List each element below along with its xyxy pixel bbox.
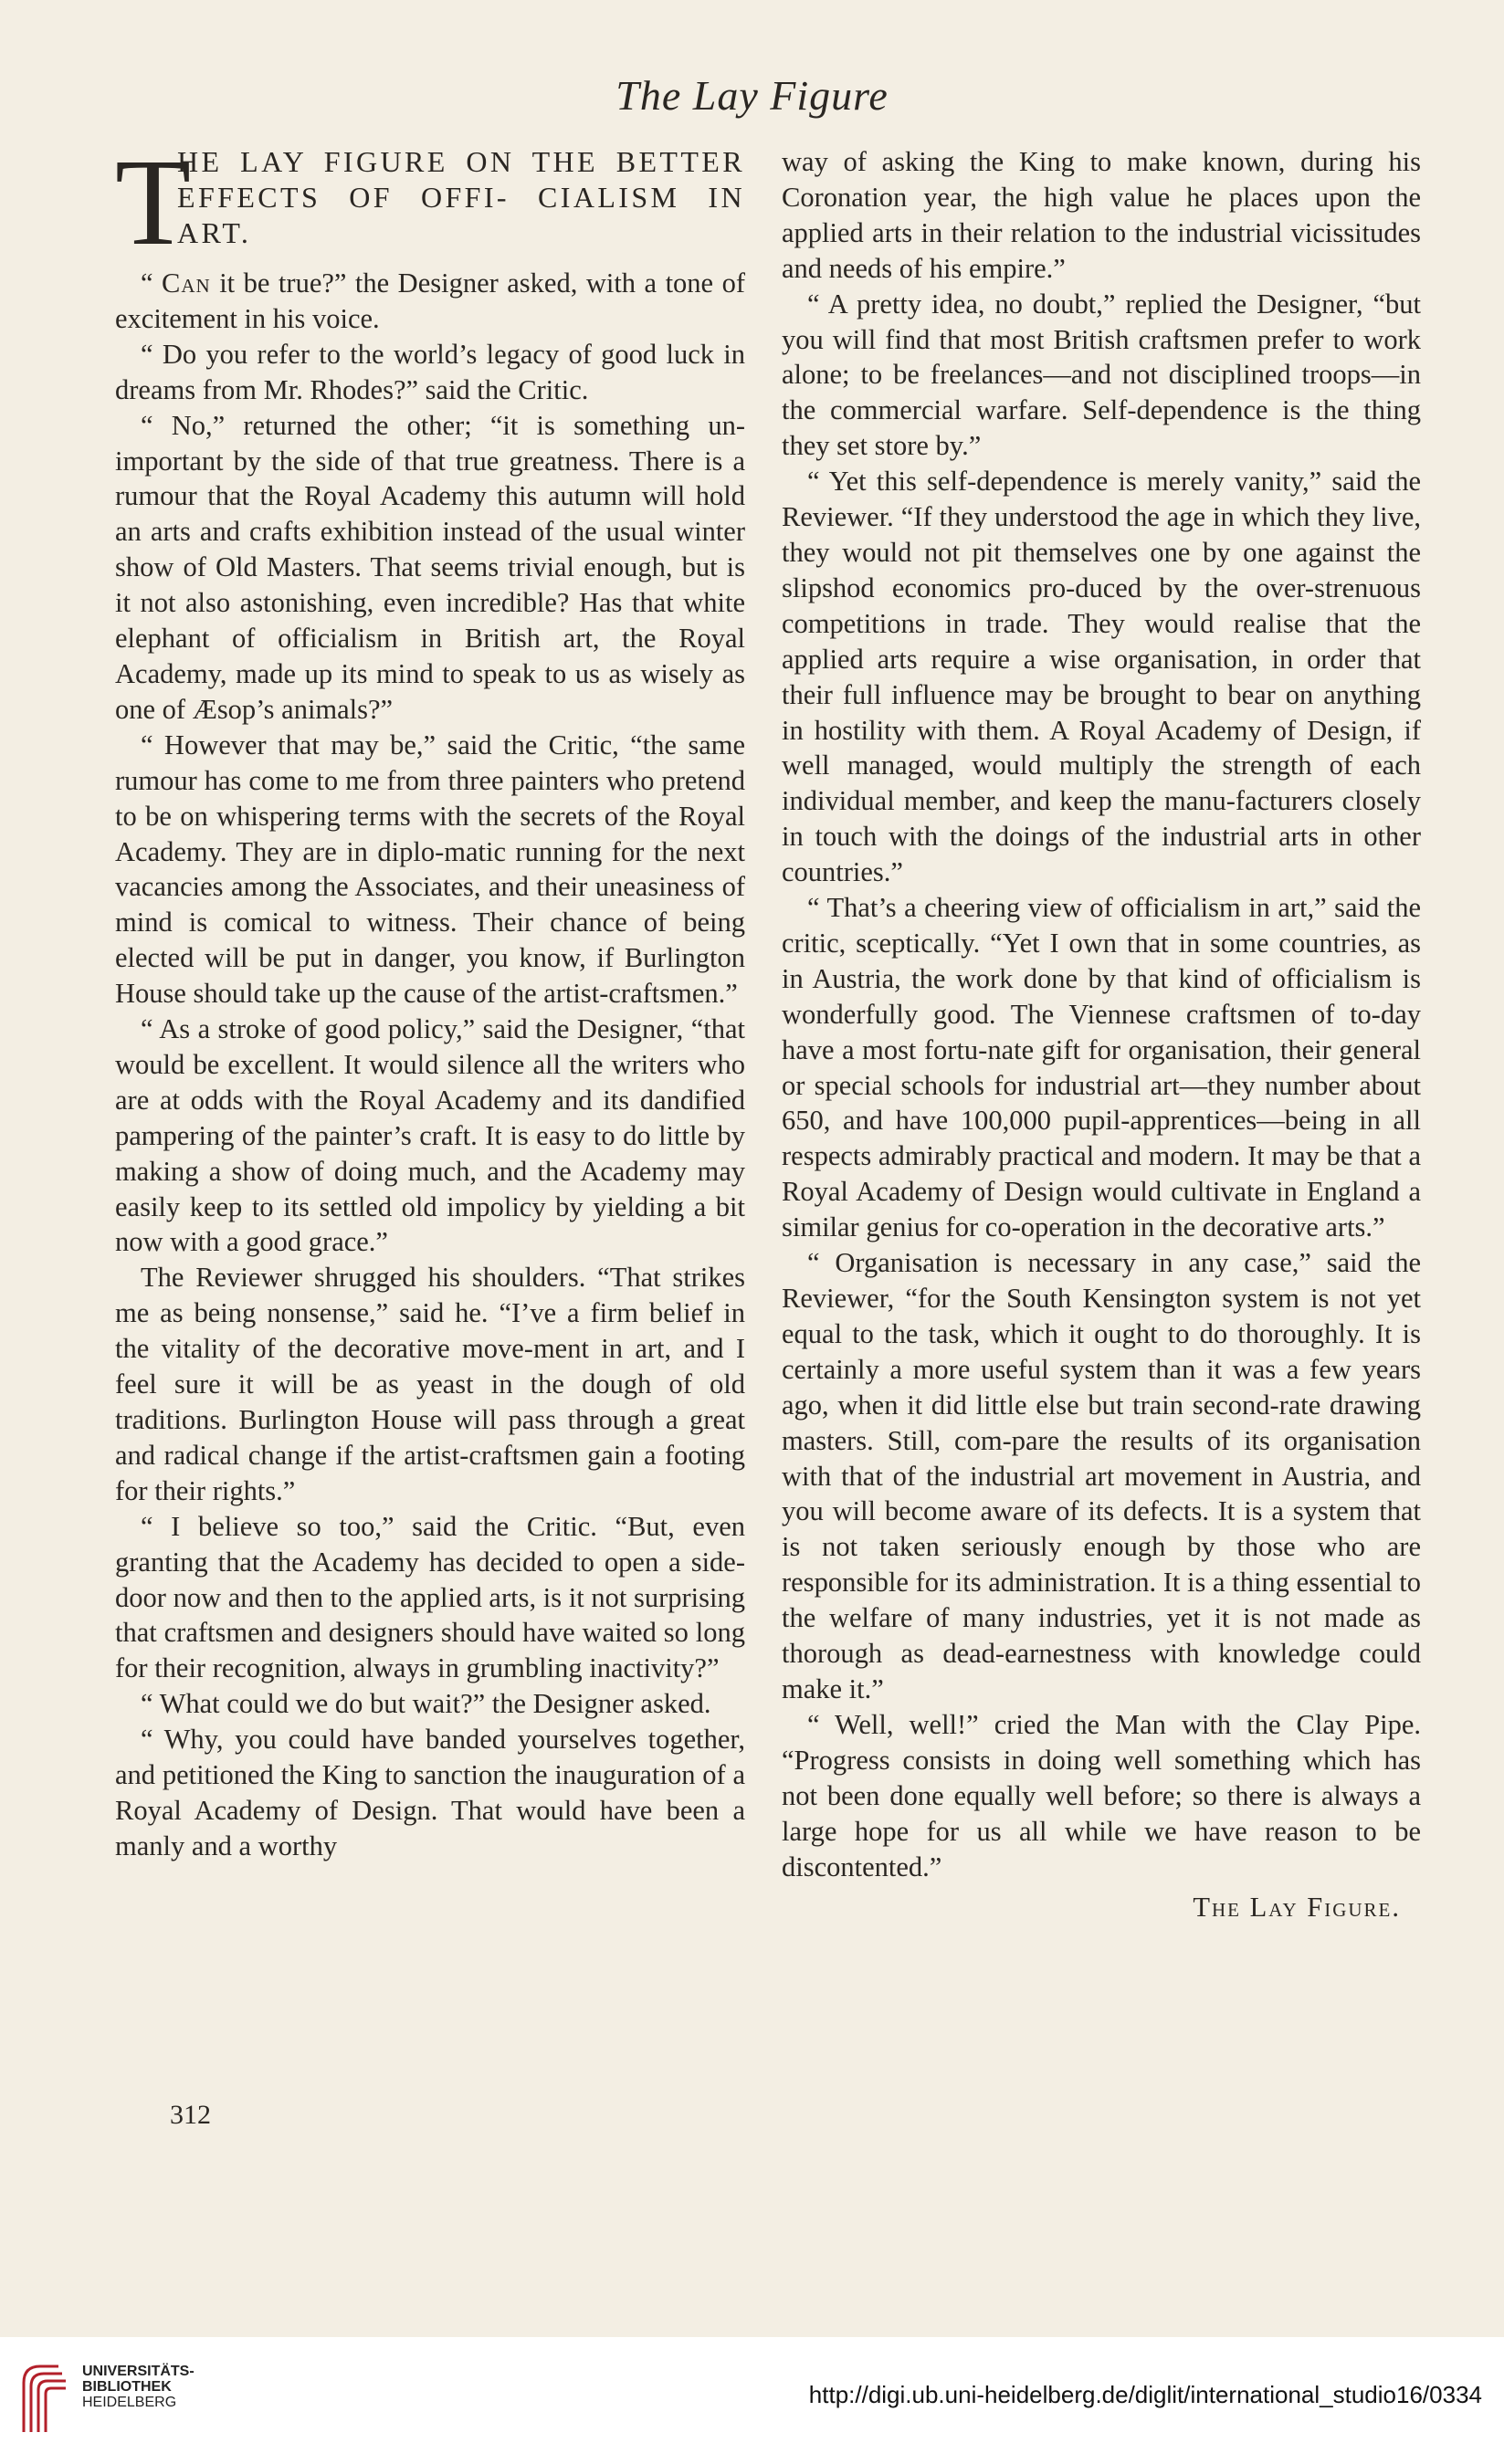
left-column xyxy=(115,134,745,1864)
library-line: HEIDELBERG xyxy=(82,2395,177,2410)
paragraph: “ What could we do but wait?” the Designer asked. xyxy=(141,1688,711,1720)
paragraph-continued: way of asking the King to make known, during his Coronation year, the high value he places upon the applied arts in their relation to the industrial vicissitudes and needs of his empire.” xyxy=(782,146,1421,284)
paragraph: “ Organisation is necessary in any case,” said the Reviewer, “for the South Kensington system is not yet equal to the task, which it ought to do thoroughly. It is certainly a more useful system than it was a few years ago, when it did little else but train second-rate drawing masters. Still, com-pare the results of its organisation with that of the industrial art movement in Austria, and you will become aware of its defects. It is a system that is not taken seriously enough by those who are responsible for its administration. It is a thing essential to the welfare of many industries, yet it is not made as thorough as dead-earnestness with knowledge could make it.” xyxy=(782,1247,1421,1704)
running-head: The Lay Figure xyxy=(615,72,889,119)
paragraph: “ However that may be,” said the Critic, “the same rumour has come to me from three painters who pretend to be on whispering terms with the secrets of the Royal Academy. They are in diplo-matic running for the next vacancies among the Associates, and their uneasiness of mind is comical to witness. Their chance of being elected will be put in danger, you know, if Burlington House should take up the cause of the artist-craftsmen.” xyxy=(115,729,745,1010)
paragraph-lead-word: Can xyxy=(162,267,211,299)
digitization-footer xyxy=(0,2337,1504,2464)
paragraph-open-quote: “ xyxy=(141,267,163,299)
article-headline xyxy=(115,134,745,271)
paragraph-text: it be true?” the Designer asked, with a tone of excitement in his voice. xyxy=(115,267,745,334)
page-number: 312 xyxy=(170,2100,211,2130)
paragraph: “ As a stroke of good policy,” said the Designer, “that would be excellent. It would silence all the writers who are at odds with the Royal Academy and its dandified pampering of the painter’s craft. It is easy to do little by making a show of doing much, and the Academy may easily keep to its settled old impolicy by yielding a bit now with a good grace.” xyxy=(115,1013,745,1258)
paragraph: “ Do you refer to the world’s legacy of good luck in dreams from Mr. Rhodes?” said the Critic. xyxy=(115,338,745,405)
headline-text: HE LAY FIGURE ON THE BETTER EFFECTS OF OFFI- CIALISM IN ART. xyxy=(177,145,745,249)
library-line: UNIVERSITÄTS- xyxy=(82,2364,195,2379)
paragraph: “ That’s a cheering view of officialism in art,” said the critic, sceptically. “Yet I own that in some countries, as in Austria, the work done by that kind of officialism is wonderfully good. The Viennese craftsmen of to-day have a most fortu-nate gift for organisation, their general or special schools for industrial art—they number about 650, and have 100,000 pupil-apprentices—being in all respects admirably practical and modern. It may be that a Royal Academy of Design would cultivate in England a similar genius for co-operation in the decorative arts.” xyxy=(782,892,1421,1243)
source-url[interactable]: http://digi.ub.uni-heidelberg.de/diglit/international_studio16/0334 xyxy=(808,2381,1482,2408)
paragraph: The Reviewer shrugged his shoulders. “That strikes me as being nonsense,” said he. “I’ve a firm belief in the vitality of the decorative move-ment in art, and I feel sure it will be as yeast in the dough of old traditions. Burlington House will pass through a great and radical change if the artist-craftsmen gain a footing for their rights.” xyxy=(115,1262,745,1506)
library-name xyxy=(82,2364,195,2410)
paragraph: “ A pretty idea, no doubt,” replied the Designer, “but you will find that most British craftsmen prefer to work alone; to be freelances—and not disciplined troops—in the commercial warfare. Self-dependence is the thing they set store by.” xyxy=(782,288,1421,462)
library-line: BIBLIOTHEK xyxy=(82,2379,172,2395)
paragraph xyxy=(115,266,745,337)
paragraph: “ Why, you could have banded yourselves together, and petitioned the King to sanction the inauguration of a Royal Academy of Design. That would have been a manly and a worthy xyxy=(115,1724,745,1861)
right-column xyxy=(782,144,1421,1925)
paragraph: “ Well, well!” cried the Man with the Clay Pipe. “Progress consists in doing well something which has not been done equally well before; so there is always a large hope for us all while we have reason to be discontented.” xyxy=(782,1708,1421,1882)
university-library-logo-icon xyxy=(16,2355,68,2438)
drop-cap: T xyxy=(115,134,192,271)
paragraph: “ No,” returned the other; “it is something un-important by the side of that true greatness. There is a rumour that the Royal Academy this autumn will hold an arts and crafts exhibition instead of the usual winter show of Old Masters. That seems trivial enough, but is it not also astonishing, even incredible? Has that white elephant of officialism in British art, the Royal Academy, made up its mind to speak to us as wisely as one of Æsop’s animals?” xyxy=(115,409,745,725)
paragraph: “ Yet this self-dependence is merely vanity,” said the Reviewer. “If they understood the age in which they live, they would not pit themselves one by one against the slipshod economics pro-duced by the over-strenuous competitions in trade. They would realise that the applied arts require a wise organisation, in order that their full influence may be brought to bear on anything in hostility with them. A Royal Academy of Design, if well managed, would multiply the strength of each individual member, and keep the manu-facturers closely in touch with the doings of the industrial arts in other countries.” xyxy=(782,466,1421,888)
article-signature: The Lay Figure. xyxy=(1193,1892,1401,1924)
paragraph: “ I believe so too,” said the Critic. “But, even granting that the Academy has decided to open a side-door now and then to the applied arts, is it not surprising that craftsmen and designers should have waited so long for their recognition, always in grumbling inactivity?” xyxy=(115,1510,745,1684)
